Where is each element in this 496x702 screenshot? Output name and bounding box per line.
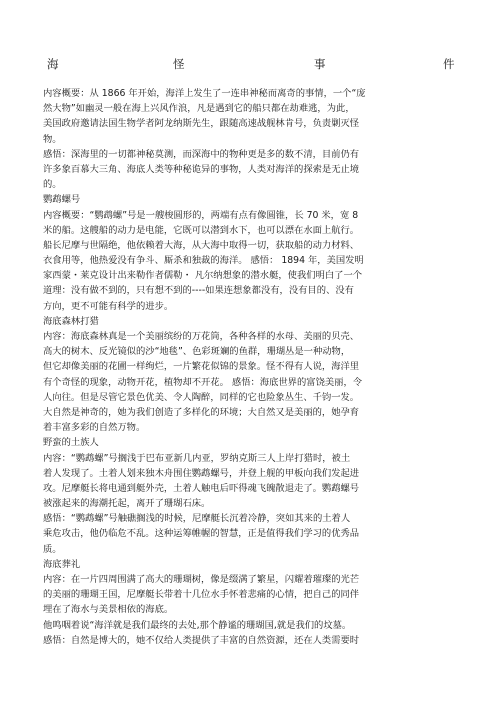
text-line: 攻。尼摩艇长将电通到艇外壳，土着人触电后吓得魂飞魄散退走了。鹦鹉螺号 [43, 482, 360, 494]
text-line: 被涨起来的海潮托起，离开了珊瑚石床。 [43, 498, 211, 510]
text-line: 海底葬礼 [43, 558, 81, 570]
text-line: 物。 [43, 133, 62, 145]
text-line: 衣食用等，他热爱没有争斗、厮杀和独裁的海洋。 感悟： 1894 年，美国发明 [43, 255, 364, 267]
text-line: 然大物”如幽灵一般在海上兴风作浪，凡是遇到它的船只都在劫难逃，为此， [43, 103, 355, 115]
text-line: 船长尼摩与世隔绝，他依赖着大海，从大海中取得一切，获取船的动力材料、 [43, 239, 360, 251]
text-line: 埋在了海水与美景相依的海底。 [43, 604, 174, 616]
text-line: 质。 [43, 543, 62, 555]
text-line: 大自然是神奇的，她为我们创造了多样化的环境；大自然又是美丽的，她孕育 [43, 406, 360, 418]
text-line: 有个奇怪的现象，动物开花，植物却不开花。 感悟：海底世界的富饶美丽，令 [43, 376, 363, 388]
title-char-4: 件 [443, 57, 455, 71]
text-line: 内容概要：从 1866 年开始，海洋上发生了一连串神秘而离奇的事情，一个“庞 [43, 88, 366, 99]
text-line: 感悟：深海里的一切都神秘莫测，而深海中的物种更是多的数不清，目前仍有 [43, 148, 360, 160]
text-line: 内容：“鹦鹉螺”号搁浅于巴布亚新几内亚，罗纳克斯三人上岸打猎时，被土 [43, 452, 351, 464]
text-line: 美国政府邀请法国生物学者阿龙纳斯先生，跟随高速战舰林肯号，负责剿灭怪 [43, 118, 360, 130]
text-line: 人向往。但是尽管它景色优美、令人陶醉，同样的它也险象丛生、千钧一发。 [43, 391, 360, 403]
text-line: 内容概要：“鹦鹉螺”号是一艘梭圆形的，两端有点有像圆锥，长 70 米，宽 8 [43, 209, 359, 221]
title-char-3: 事 [314, 57, 326, 71]
text-line: 着人发现了。土着人划来独木舟围住鹦鹉螺号，并登上舰的甲板向我们发起进 [43, 467, 360, 479]
text-line: 海底森林打猎 [43, 315, 99, 327]
text-line: 感悟：自然是博大的，她不仅给人类提供了丰富的自然资源，还在人类需要时 [43, 634, 360, 646]
text-line: 鹦鹉螺号 [43, 194, 81, 206]
text-line: 方向，更不可能有科学的进步。 [43, 300, 174, 312]
document-body [43, 86, 457, 648]
text-line: 高大的树木、反光镜似的沙“地毯”、色彩斑斓的鱼群，珊瑚丛是一种动物， [43, 346, 351, 358]
text-line: 乘危攻击，他仍临危不乱。这种运筹帷幄的智慧，正是值得我们学习的优秀品 [43, 528, 360, 540]
text-line: 内容：海底森林真是一个美丽缤纷的万花筒，各种各样的水母、美丽的贝壳、 [43, 331, 360, 342]
text-line: 感悟：“鹦鹉螺”号触礁搁浅的时候，尼摩艇长沉着冷静，突如其来的土着人 [43, 513, 351, 525]
title-char-2: 怪 [173, 57, 185, 71]
text-line: 野蛮的土族人 [43, 437, 99, 449]
text-line: 他鸣咽着说“海洋就是我们最终的去处,那个静谧的珊瑚国,就是我们的坟墓。 [43, 619, 352, 631]
document-title [43, 57, 457, 71]
text-line: 的。 [43, 179, 62, 191]
text-line: 着丰富多彩的自然万物。 [43, 422, 146, 434]
text-line: 家西蒙・莱克设计出来勒作者儒勒・ 凡尔纳想象的潜水艇，使我们明白了一个 [43, 270, 363, 282]
title-char-1: 海 [47, 57, 59, 71]
text-line: 但它却像美丽的花圃一样绚烂，一片繁花似锦的景象。怪不得有人说，海洋里 [43, 361, 360, 373]
text-line: 道理：没有做不到的，只有想不到的----如果连想象都没有，没有目的、没有 [43, 285, 354, 297]
text-line: 米的船。这艘船的动力是电能，它既可以潜到水下，也可以漂在水面上航行。 [43, 224, 360, 236]
text-line: 内容：在一片四周围满了高大的珊瑚树，像是缀满了繁星，闪耀着璀璨的光芒 [43, 574, 360, 585]
text-line: 许多象百慕大三角、海底人类等种秘诡异的事物，人类对海洋的探索是无止境 [43, 163, 360, 175]
text-line: 的美丽的珊瑚王国，尼摩艇长带着十几位水手怀着悲痛的心情，把自己的同伴 [43, 589, 360, 601]
